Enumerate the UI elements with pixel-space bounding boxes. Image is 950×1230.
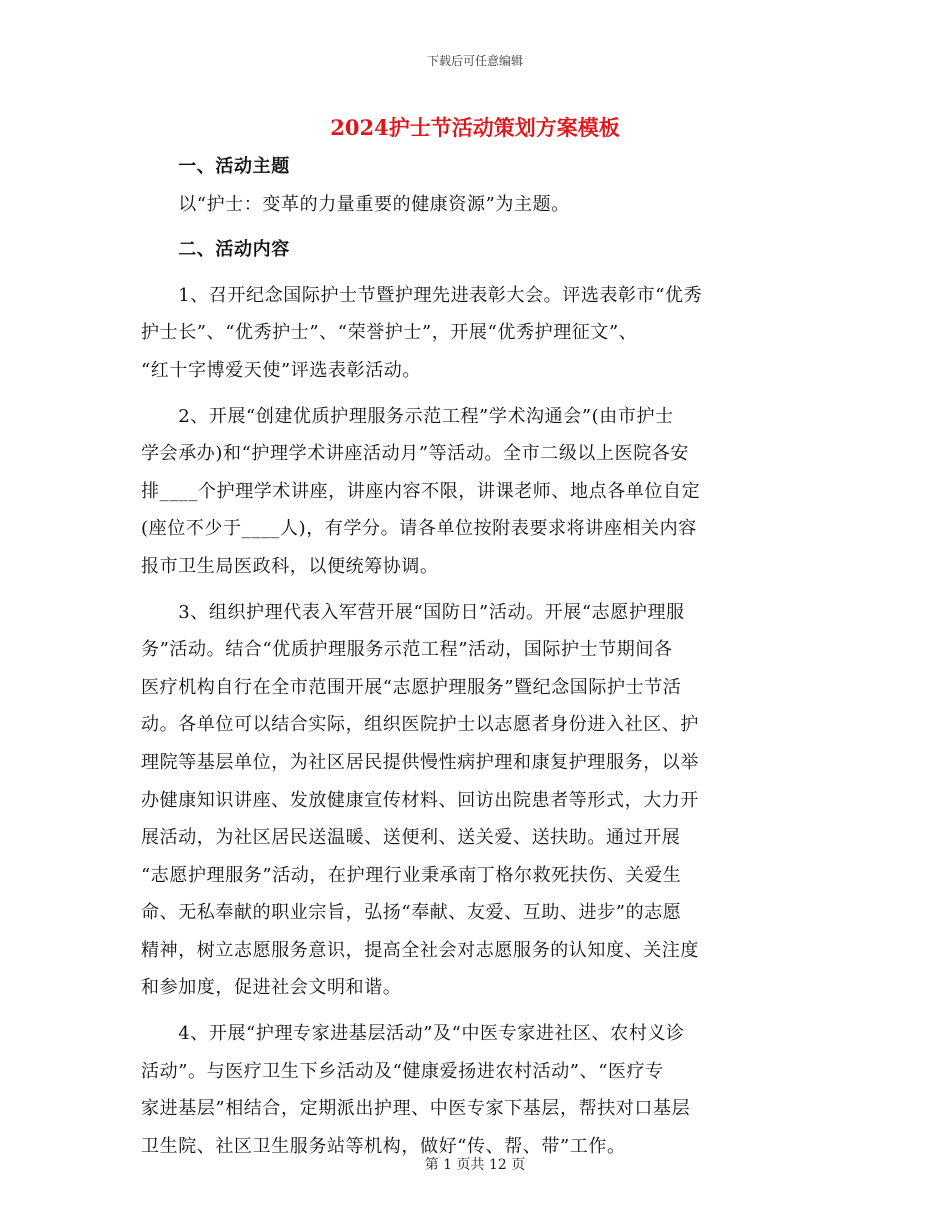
text-line: 家进基层”相结合，定期派出护理、中医专家下基层，帮扶对口基层 <box>141 1098 691 1120</box>
page-header: 下载后可任意编辑 <box>426 54 523 68</box>
text-line: 动。各单位可以结合实际，组织医院护士以志愿者身份进入社区、护 <box>141 714 699 736</box>
text-line: 务”活动。结合“优质护理服务示范工程”活动，国际护士节期间各 <box>141 639 673 661</box>
document-title: 2024护士节活动策划方案模板 <box>330 115 620 140</box>
section-heading: 二、活动内容 <box>141 239 290 261</box>
paragraph-gap <box>141 223 811 231</box>
paragraph-gap <box>141 269 811 277</box>
paragraph-gap <box>141 586 811 594</box>
paragraph-gap <box>141 1007 811 1015</box>
text-line: 办健康知识讲座、发放健康宣传材料、回访出院患者等形式，大力开 <box>141 789 699 811</box>
text-line: 1、召开纪念国际护士节暨护理先进表彰大会。评选表彰市“优秀 <box>141 284 703 306</box>
text-line: 精神，树立志愿服务意识，提高全社会对志愿服务的认知度、关注度 <box>141 939 699 961</box>
text-line: 排____个护理学术讲座，讲座内容不限，讲课老师、地点各单位自定 <box>141 480 701 502</box>
text-line: 理院等基层单位，为社区居民提供慢性病护理和康复护理服务，以举 <box>141 751 699 773</box>
text-line: 4、开展“护理专家进基层活动”及“中医专家进社区、农村义诊 <box>141 1023 685 1045</box>
text-line: 卫生院、社区卫生服务站等机构，做好“传、帮、带”工作。 <box>141 1135 626 1157</box>
text-line: “红十字博爱天使”评选表彰活动。 <box>141 359 422 381</box>
text-line: 学会承办)和“护理学术讲座活动月”等活动。全市二级以上医院各安 <box>141 443 690 465</box>
document-body <box>141 148 811 1165</box>
text-line: 命、无私奉献的职业宗旨，弘扬“奉献、友爱、互助、进步”的志愿 <box>141 902 682 924</box>
text-line: 展活动，为社区居民送温暖、送便利、送关爱、送扶助。通过开展 <box>141 827 681 849</box>
text-line: (座位不少于____人)，有学分。请各单位按附表要求将讲座相关内容 <box>141 518 697 540</box>
text-line: 3、组织护理代表入军营开展“国防日”活动。开展“志愿护理服 <box>141 601 685 623</box>
text-line: 和参加度，促进社会文明和谐。 <box>141 977 402 999</box>
text-line: 活动”。与医疗卫生下乡活动及“健康爱扬进农村活动”、“医疗专 <box>141 1060 664 1082</box>
text-line: 医疗机构自行在全市范围开展“志愿护理服务”暨纪念国际护士节活 <box>141 676 682 698</box>
text-line: 2、开展“创建优质护理服务示范工程”学术沟通会”(由市护士 <box>141 405 674 427</box>
section-heading: 一、活动主题 <box>141 156 290 177</box>
paragraph-gap <box>141 390 811 398</box>
text-line: “志愿护理服务”活动，在护理行业秉承南丁格尔救死扶伤、关爱生 <box>141 864 682 886</box>
text-line: 报市卫生局医政科，以便统筹协调。 <box>141 555 439 577</box>
page-footer: 第 1 页共 12 页 <box>424 1157 526 1173</box>
text-line: 护士长”、“优秀护士”、“荣誉护士”，开展“优秀护理征文”、 <box>141 322 638 344</box>
text-line: 以“护士：变革的力量重要的健康资源”为主题。 <box>141 193 570 215</box>
